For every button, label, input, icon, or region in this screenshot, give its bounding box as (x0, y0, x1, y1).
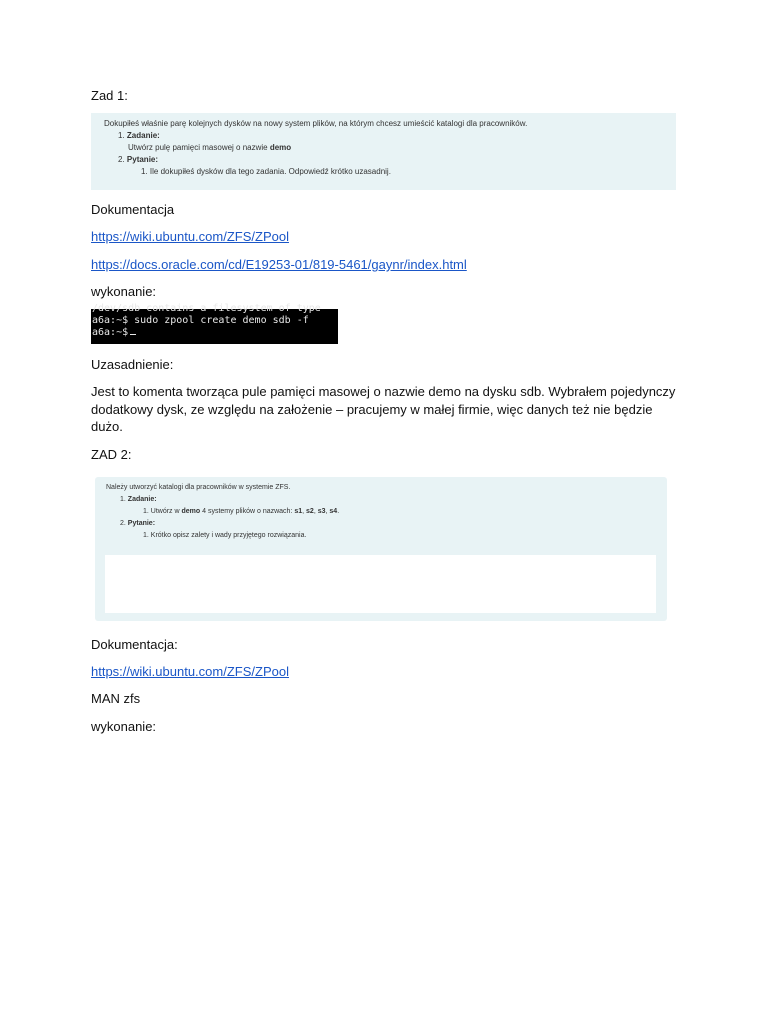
zad1-task-item-2-sub: 1. Ile dokupiłeś dysków dla tego zadania. Odpowiedź krótko uzasadnij. (141, 167, 391, 176)
item-number: 2. (118, 155, 125, 164)
zad1-doc-label: Dokumentacja (91, 202, 175, 217)
terminal-line: /dev/sdb contains a filesystem of type (92, 303, 321, 314)
zad2-task-item-1 (106, 494, 667, 506)
zad2-task-item-2-sub: 1. Krótko opisz zalety i wady przyjętego rozwiązania. (143, 532, 307, 539)
item-text: Utwórz pulę pamięci masowej o nazwie (128, 143, 270, 152)
item-text: 4 systemy plików o nazwach: (200, 508, 295, 515)
item-text: 1. Utwórz w (143, 508, 182, 515)
zad2-task-screenshot (95, 477, 667, 621)
answer-box (105, 555, 656, 613)
zad1-task-item-2 (104, 154, 676, 166)
man-zfs-label: MAN zfs (91, 691, 141, 706)
item-title: Zadanie: (127, 496, 157, 503)
item-number: 2. (120, 520, 126, 527)
terminal-cursor (130, 334, 136, 335)
item-number: 1. (120, 496, 126, 503)
zad2-heading: ZAD 2: (91, 447, 132, 462)
terminal-prompt: a6a:~$ (92, 327, 129, 338)
zad1-exec-label: wykonanie: (91, 284, 157, 299)
item-text-bold: s4 (329, 508, 338, 515)
zad2-task-item-1-sub (106, 506, 667, 518)
item-title: Zadanie: (126, 131, 160, 140)
item-text-bold: s1 (294, 508, 303, 515)
terminal-prompt-line (92, 327, 338, 339)
terminal-screenshot (91, 303, 338, 344)
justification-text: Jest to komenta tworząca pule pamięci masowej o nazwie demo na dysku sdb. Wybrałem pojedynczy dodatkowy dysk, ze względu na założenie – pracujemy w małej firmie, więc danych też nie będzie dużo. (91, 384, 676, 434)
justification-label: Uzasadnienie: (91, 357, 174, 372)
item-separator: , (325, 508, 330, 515)
zad1-task-intro: Dokupiłeś właśnie parę kolejnych dysków na nowy system plików, na którym chcesz umieścić katalogi dla pracowników. (104, 119, 528, 128)
zad1-link-ubuntu-zpool[interactable]: https://wiki.ubuntu.com/ZFS/ZPool (91, 229, 289, 244)
item-text-bold: s2 (306, 508, 314, 515)
item-text-bold: demo (181, 508, 201, 515)
item-separator: , (302, 508, 307, 515)
zad1-heading: Zad 1: (91, 88, 128, 103)
zad2-link-ubuntu-zpool[interactable]: https://wiki.ubuntu.com/ZFS/ZPool (91, 664, 289, 679)
item-separator: , (313, 508, 318, 515)
zad1-task-screenshot (91, 113, 676, 190)
zad1-task-item-1 (104, 130, 676, 142)
terminal-line: a6a:~$ sudo zpool create demo sdb -f (92, 315, 309, 326)
item-number: 1. (118, 131, 125, 140)
zad2-doc-label: Dokumentacja: (91, 637, 178, 652)
zad2-exec-label: wykonanie: (91, 719, 157, 734)
item-separator: . (337, 508, 340, 515)
zad2-task-intro: Należy utworzyć katalogi dla pracowników w systemie ZFS. (106, 484, 291, 491)
item-text-bold: s3 (317, 508, 326, 515)
zad2-task-item-2 (106, 518, 667, 530)
zad1-link-oracle-docs[interactable]: https://docs.oracle.com/cd/E19253-01/819-5461/gaynr/index.html (91, 257, 467, 272)
zad1-task-item-1-text (104, 142, 676, 154)
item-title: Pytanie: (127, 520, 156, 527)
item-text-bold: demo (269, 143, 292, 152)
item-title: Pytanie: (126, 155, 159, 164)
